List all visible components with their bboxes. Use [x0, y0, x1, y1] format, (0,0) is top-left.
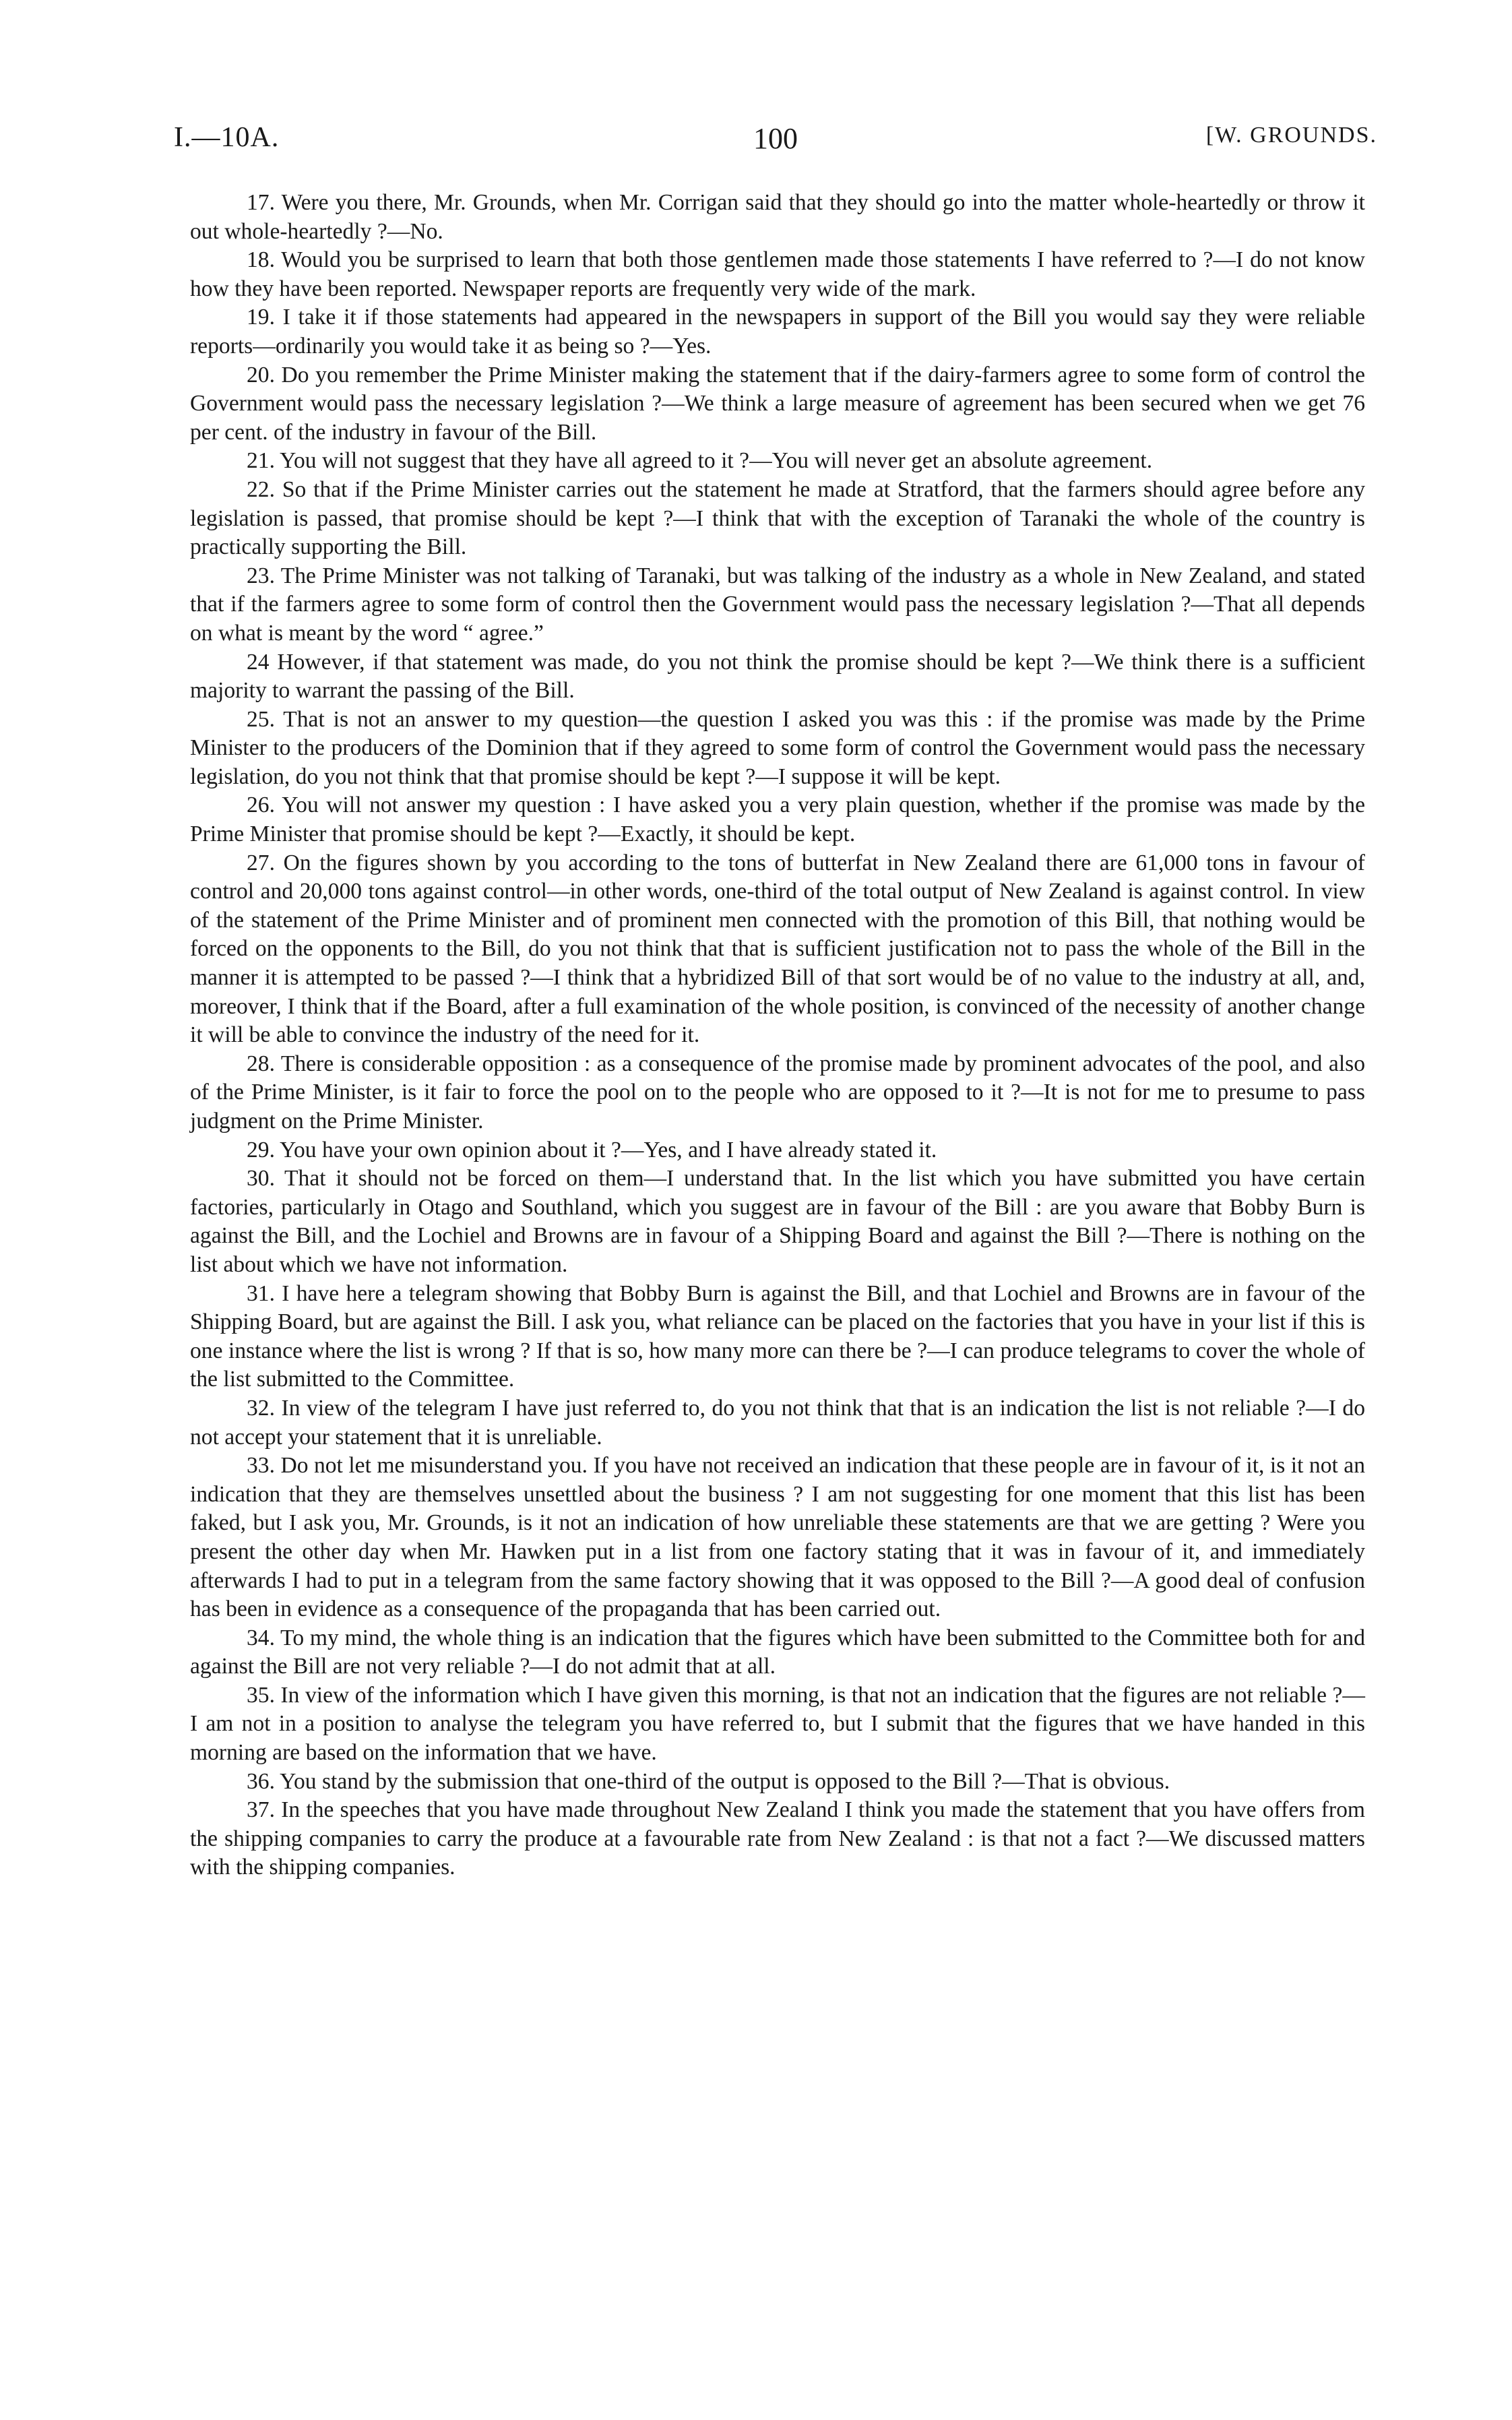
paragraph-32: 32. In view of the telegram I have just referred to, do you not think that that is an indication the list is not reliable ?—I do not accept your statement that it is unreliable. — [190, 1395, 1365, 1450]
paragraph-22: 22. So that if the Prime Minister carries out the statement he made at Stratford, that the farmers should agree before any legislation is passed, that promise should be kept ?—I think that with the exception of Taranaki the whole of the country is practically supporting the Bill. — [190, 476, 1365, 560]
paragraph-31: 31. I have here a telegram showing that Bobby Burn is against the Bill, and that Lochiel and Browns are in favour of the Shipping Board, but are against the Bill. I ask you, what reliance can be placed on the factories that you have in your list if this is one instance where the list is wrong ? If that is so, how many more can there be ?—I can produce telegrams to cover the whole of the list submitted to the Committee. — [190, 1280, 1365, 1392]
document-body — [190, 189, 1365, 1882]
paragraph-35: 35. In view of the information which I have given this morning, is that not an indication that the figures are not reliable ?—I am not in a position to analyse the telegram you have referred to, but I submit that the figures that we have handed in this morning are based on the information that we have. — [190, 1682, 1365, 1766]
paragraph-25: 25. That is not an answer to my question—the question I asked you was this : if the promise was made by the Prime Minister to the producers of the Dominion that if they agreed to some form of control the Government would pass the necessary legislation, do you not think that that promise should be kept ?—I suppose it will be kept. — [190, 706, 1365, 789]
paragraph-28: 28. There is considerable opposition : as a consequence of the promise made by prominent advocates of the pool, and also of the Prime Minister, is it fair to force the pool on to the people who are opposed to it ?—It is not for me to presume to pass judgment on the Prime Minister. — [190, 1051, 1365, 1134]
page-header — [174, 121, 1377, 162]
paragraph-24: 24 However, if that statement was made, do you not think the promise should be kept ?—We think there is a sufficient majority to warrant the passing of the Bill. — [190, 649, 1365, 704]
paragraph-30: 30. That it should not be forced on them—I understand that. In the list which you have submitted you have certain factories, particularly in Otago and Southland, which you suggest are in favour of the Bill : are you aware that Bobby Burn is against the Bill, and the Lochiel and Browns are in favour of a Shipping Board and against the Bill ?—There is nothing on the list about which we have not information. — [190, 1166, 1365, 1277]
paragraph-20: 20. Do you remember the Prime Minister making the statement that if the dairy-farmers agree to some form of control the Government would pass the necessary legislation ?—We think a large measure of agreement has been secured when we get 76 per cent. of the industry in favour of the Bill. — [190, 362, 1365, 445]
paragraph-19: 19. I take it if those statements had appeared in the newspapers in support of the Bill you would say they were reliable reports—ordinarily you would take it as being so ?—Yes. — [190, 305, 1365, 359]
paragraph-34: 34. To my mind, the whole thing is an indication that the figures which have been submitted to the Committee both for and against the Bill are not very reliable ?—I do not admit that at all. — [190, 1625, 1365, 1679]
paragraph-29: 29. You have your own opinion about it ?—Yes, and I have already stated it. — [247, 1137, 937, 1162]
page-number: 100 — [753, 122, 798, 155]
paragraph-37: 37. In the speeches that you have made throughout New Zealand I think you made the statement that you have offers from the shipping companies to carry the produce at a favourable rate from New Zealand : is that not a fact ?—We discussed matters with the shipping companies. — [190, 1797, 1365, 1880]
paragraph-33: 33. Do not let me misunderstand you. If you have not received an indication that these people are in favour of it, is it not an indication that they are themselves unsettled about the business ? I am not suggesting for one moment that this list has been faked, but I ask you, Mr. Grounds, is it not an indication of how unreliable these statements are that we are getting ? Were you present the other day when Mr. Hawken put in a list from one factory stating that it was in favour of it, and immediately afterwards I had to put in a telegram from the same factory showing that it was opposed to the Bill ?—A good deal of confusion has been in evidence as a consequence of the propaganda that has been carried out. — [190, 1453, 1365, 1622]
paragraph-26: 26. You will not answer my question : I have asked you a very plain question, whether if the promise was made by the Prime Minister that promise should be kept ?—Exactly, it should be kept. — [190, 793, 1365, 847]
paragraph-27: 27. On the figures shown by you according to the tons of butterfat in New Zealand there are 61,000 tons in favour of control and 20,000 tons against control—in other words, one-third of the total output of New Zealand is against control. In view of the statement of the Prime Minister and of prominent men connected with the promotion of this Bill, that nothing would be forced on the opponents to the Bill, do you not think that that is sufficient justification not to pass the whole of the Bill in the manner it is attempted to be passed ?—I think that a hybridized Bill of that sort would be of no value to the industry at all, and, moreover, I think that if the Board, after a full examination of the whole position, is convinced of the necessity of another change it will be able to convince the industry of the need for it. — [190, 850, 1365, 1048]
paragraph-17: 17. Were you there, Mr. Grounds, when Mr. Corrigan said that they should go into the matter whole-heartedly or throw it out whole-heartedly ?—No. — [190, 190, 1365, 244]
paragraph-36: 36. You stand by the submission that one-third of the output is opposed to the Bill ?—That is obvious. — [247, 1768, 1170, 1794]
witness-name: [W. GROUNDS. — [1205, 123, 1377, 148]
document-reference: I.—10A. — [174, 122, 280, 153]
paragraph-21: 21. You will not suggest that they have all agreed to it ?—You will never get an absolute agreement. — [247, 448, 1153, 474]
paragraph-23: 23. The Prime Minister was not talking of Taranaki, but was talking of the industry as a whole in New Zealand, and stated that if the farmers agree to some form of control then the Government would pass the necessary legislation ?—That all depends on what is meant by the word “ agree.” — [190, 563, 1365, 646]
paragraph-18: 18. Would you be surprised to learn that both those gentlemen made those statements I have referred to ?—I do not know how they have been reported. Newspaper reports are frequently very wide of the mark. — [190, 247, 1365, 301]
